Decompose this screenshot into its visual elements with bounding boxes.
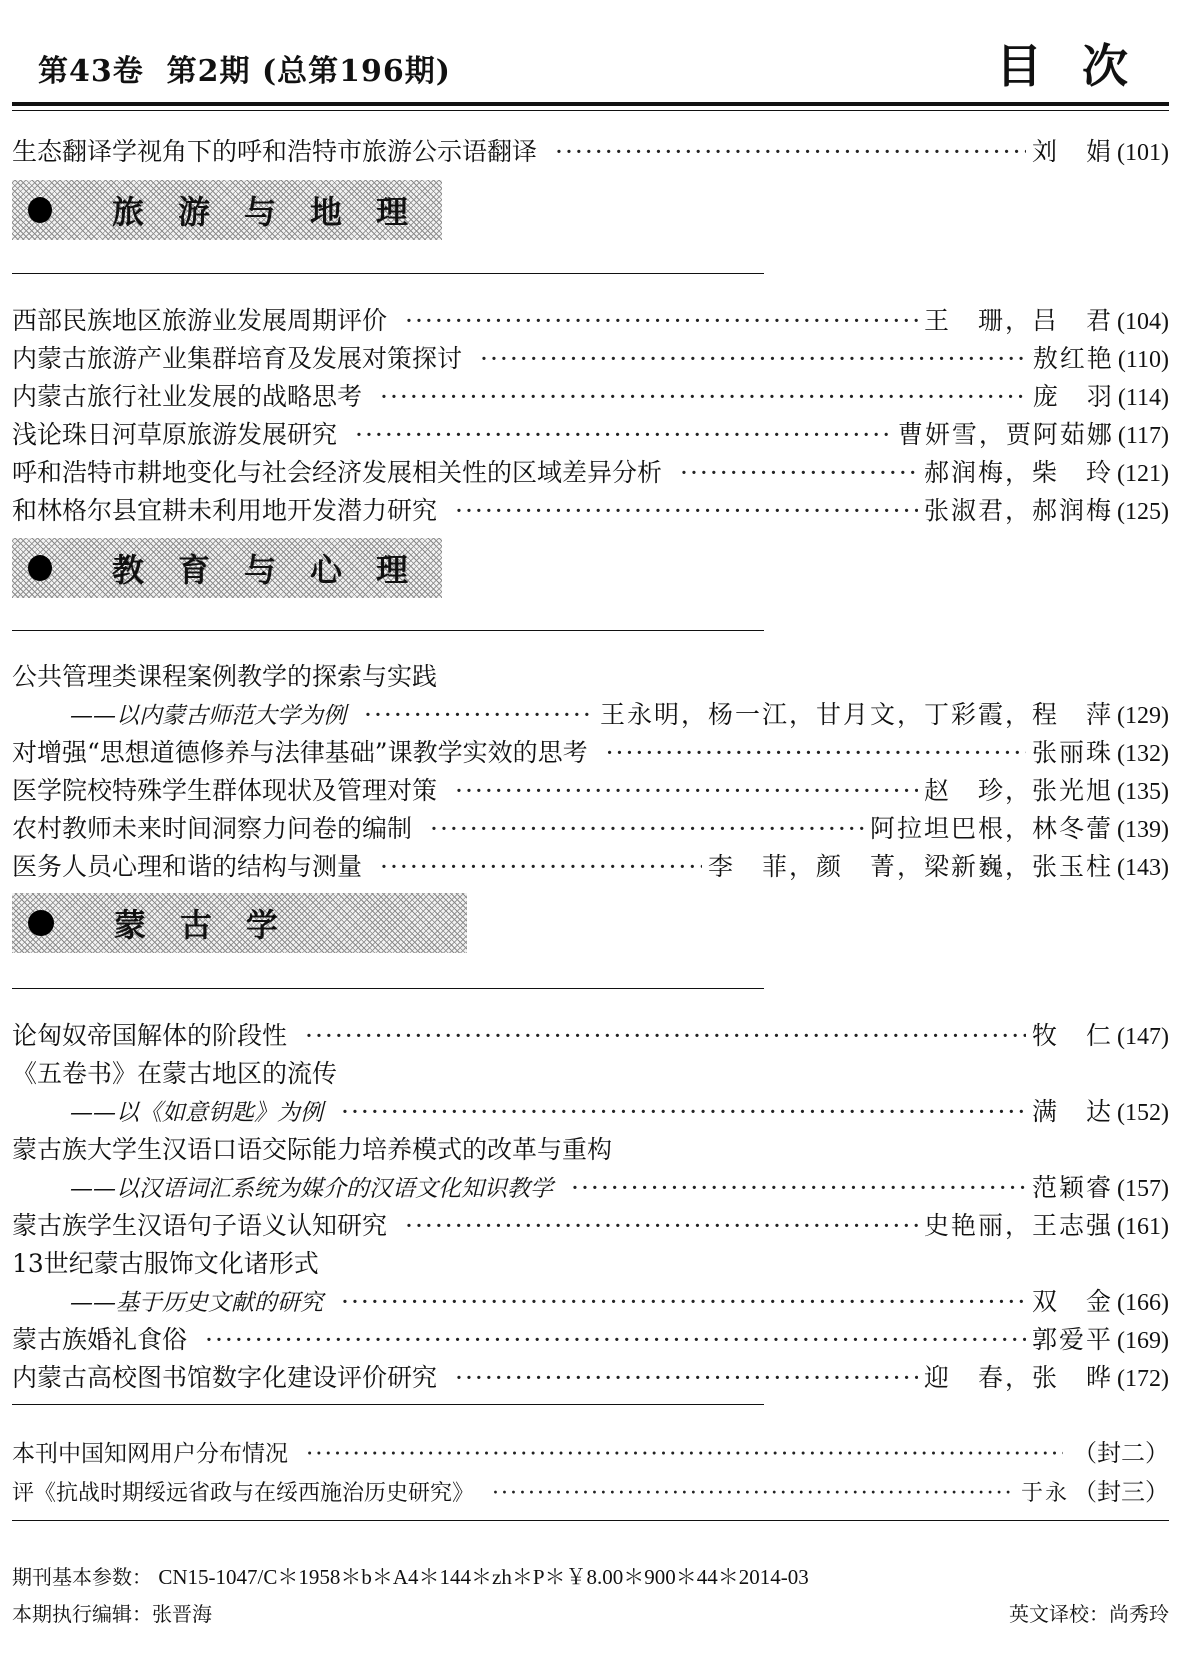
section-rule xyxy=(12,988,764,989)
leader-dots xyxy=(555,137,1026,166)
entry-title: 本刊中国知网用户分布情况 xyxy=(12,1441,288,1467)
entry-title: 论匈奴帝国解体的阶段性 xyxy=(12,1021,288,1050)
section-rule xyxy=(12,1404,764,1405)
volume-label: 第43卷 xyxy=(38,54,144,89)
entry-page: (104) xyxy=(1117,309,1169,335)
leader-dots xyxy=(205,1325,1026,1354)
entry-page: (143) xyxy=(1117,855,1169,881)
english-proofreader: 英文译校：尚秀玲 xyxy=(1009,1602,1169,1626)
toc-entry[interactable] xyxy=(12,733,1169,767)
leader-dots xyxy=(380,852,702,881)
entry-subtitle: ——以内蒙古师范大学为例 xyxy=(70,703,346,729)
entry-title: 内蒙古旅游产业集群培育及发展对策探讨 xyxy=(12,344,463,373)
leader-dots xyxy=(480,344,1027,373)
entry-title: 呼和浩特市耕地变化与社会经济发展相关性的区域差异分析 xyxy=(12,458,663,487)
toc-entry-subtitle[interactable] xyxy=(12,1092,1169,1126)
entry-author: 阿拉坦巴根，林冬蕾 xyxy=(870,814,1114,843)
entry-title: 和林格尔县宜耕未利用地开发潜力研究 xyxy=(12,496,438,525)
entry-page: (161) xyxy=(1117,1214,1169,1240)
entry-page: (139) xyxy=(1117,817,1169,843)
toc-entry[interactable] xyxy=(12,339,1169,373)
entry-page: (125) xyxy=(1117,499,1169,525)
entry-author: 庞 羽 xyxy=(1032,382,1114,411)
bullet-icon xyxy=(28,910,54,936)
toc-entry-subtitle[interactable] xyxy=(12,695,1169,729)
entry-page: (147) xyxy=(1117,1024,1169,1050)
entry-author: 王永明，杨一江，甘月文，丁彩霞，程 萍 xyxy=(600,700,1114,729)
entry-author: 张淑君，郝润梅 xyxy=(924,496,1114,525)
executive-editor: 本期执行编辑：张晋海 xyxy=(12,1602,212,1626)
entry-title: 蒙古族大学生汉语口语交际能力培养模式的改革与重构 xyxy=(12,1135,613,1164)
entry-author: 牧 仁 xyxy=(1032,1021,1114,1050)
toc-entry-subtitle[interactable] xyxy=(12,1168,1169,1202)
entry-page: (169) xyxy=(1117,1328,1169,1354)
entry-title: 蒙古族婚礼食俗 xyxy=(12,1325,188,1354)
entry-author: 于永 xyxy=(1020,1481,1069,1506)
toc-entry[interactable] xyxy=(12,1206,1169,1240)
section-banner-mongolian-studies xyxy=(12,893,467,953)
leader-dots xyxy=(364,700,594,729)
entry-author: 曹妍雪，贾阿茹娜 xyxy=(897,420,1114,449)
entry-title: 西部民族地区旅游业发展周期评价 xyxy=(12,306,388,335)
toc-entry-extra[interactable] xyxy=(12,1433,1169,1467)
toc-heading: 目次 xyxy=(996,39,1168,93)
section-label: 蒙古学 xyxy=(114,906,313,944)
bullet-icon xyxy=(28,555,52,581)
leader-dots xyxy=(305,1021,1026,1050)
section-rule xyxy=(12,630,764,631)
entry-author: 赵 珍，张光旭 xyxy=(924,776,1114,805)
entry-title: 医学院校特殊学生群体现状及管理对策 xyxy=(12,776,438,805)
entry-page: (172) xyxy=(1117,1366,1169,1392)
entry-author: 范颖睿 xyxy=(1032,1173,1114,1202)
entry-title: 公共管理类课程案例教学的探索与实践 xyxy=(12,662,438,691)
toc-entry[interactable] xyxy=(12,809,1169,843)
entry-author: 双 金 xyxy=(1032,1287,1114,1316)
toc-entry[interactable] xyxy=(12,1016,1169,1050)
entry-page: (114) xyxy=(1117,385,1169,411)
entry-title: 评《抗战时期绥远省政与在绥西施治历史研究》 xyxy=(12,1481,475,1506)
toc-entry[interactable] xyxy=(12,415,1169,449)
section-banner-education-psychology xyxy=(12,538,442,598)
toc-entry[interactable] xyxy=(12,132,1169,166)
header-rule-thin xyxy=(12,110,1169,111)
entry-page: (157) xyxy=(1117,1176,1169,1202)
entry-title: 内蒙古高校图书馆数字化建设评价研究 xyxy=(12,1363,438,1392)
leader-dots xyxy=(341,1097,1026,1126)
journal-issue-info xyxy=(38,46,451,90)
leader-dots xyxy=(341,1287,1026,1316)
toc-entry-extra[interactable] xyxy=(12,1472,1169,1506)
bullet-icon xyxy=(28,197,52,223)
leader-dots xyxy=(355,420,892,449)
issue-label: 第2期 xyxy=(166,54,251,89)
entry-author: 刘 娟 xyxy=(1032,137,1114,166)
entry-title: 内蒙古旅行社业发展的战略思考 xyxy=(12,382,363,411)
entry-title: 对增强“思想道德修养与法律基础”课教学实效的思考 xyxy=(12,738,588,767)
entry-author: 史艳丽，王志强 xyxy=(924,1211,1114,1240)
leader-dots xyxy=(492,1481,1015,1506)
entry-page: (129) xyxy=(1117,703,1169,729)
toc-entry[interactable] xyxy=(12,301,1169,335)
leader-dots xyxy=(405,306,918,335)
entry-subtitle: ——基于历史文献的研究 xyxy=(70,1290,323,1316)
toc-entry[interactable] xyxy=(12,453,1169,487)
section-banner-tourism-geography xyxy=(12,180,442,240)
entry-page: (132) xyxy=(1117,741,1169,767)
entry-author: 王 珊，吕 君 xyxy=(924,306,1114,335)
entry-author: 满 达 xyxy=(1032,1097,1114,1126)
entry-page: (101) xyxy=(1117,140,1169,166)
leader-dots xyxy=(455,1363,918,1392)
section-label: 旅游与地理 xyxy=(111,193,442,231)
toc-entry[interactable] xyxy=(12,1244,1169,1278)
entry-page: (135) xyxy=(1117,779,1169,805)
entry-author: 迎 春，张 晔 xyxy=(924,1363,1114,1392)
entry-title: 13世纪蒙古服饰文化诸形式 xyxy=(12,1249,319,1278)
journal-parameters xyxy=(12,1561,809,1591)
entry-subtitle: ——以汉语词汇系统为媒介的汉语文化知识教学 xyxy=(70,1176,553,1202)
toc-entry-subtitle[interactable] xyxy=(12,1282,1169,1316)
header-rule-thick xyxy=(12,102,1169,106)
toc-entry[interactable] xyxy=(12,847,1169,881)
entry-page: (110) xyxy=(1117,347,1169,373)
leader-dots xyxy=(680,458,918,487)
toc-entry[interactable] xyxy=(12,1358,1169,1392)
entry-page: (166) xyxy=(1117,1290,1169,1316)
entry-page: （封三） xyxy=(1073,1480,1169,1506)
entry-title: 医务人员心理和谐的结构与测量 xyxy=(12,852,363,881)
entry-author: 郝润梅，柴 玲 xyxy=(924,458,1114,487)
entry-title: 浅论珠日河草原旅游发展研究 xyxy=(12,420,338,449)
entry-title: 《五卷书》在蒙古地区的流传 xyxy=(12,1059,338,1088)
leader-dots xyxy=(405,1211,918,1240)
toc-entry[interactable] xyxy=(12,1320,1169,1354)
entry-page: （封二） xyxy=(1073,1441,1169,1467)
leader-dots xyxy=(606,738,1026,767)
entry-page: (152) xyxy=(1117,1100,1169,1126)
entry-author: 李 菲，颜 菁，梁新巍，张玉柱 xyxy=(708,852,1114,881)
total-issue-label: (总第196期) xyxy=(261,54,451,89)
entry-subtitle: ——以《如意钥匙》为例 xyxy=(70,1100,323,1126)
entry-page: (121) xyxy=(1117,461,1169,487)
params-label: 期刊基本参数： xyxy=(12,1565,152,1589)
leader-dots xyxy=(571,1173,1026,1202)
entry-page: (117) xyxy=(1117,423,1169,449)
toc-entry[interactable] xyxy=(12,1130,1169,1164)
toc-entry[interactable] xyxy=(12,657,1169,691)
leader-dots xyxy=(455,776,918,805)
toc-entry[interactable] xyxy=(12,1054,1169,1088)
entry-author: 郭爱平 xyxy=(1032,1325,1114,1354)
toc-entry[interactable] xyxy=(12,491,1169,525)
toc-entry[interactable] xyxy=(12,377,1169,411)
leader-dots xyxy=(306,1441,1063,1467)
toc-entry[interactable] xyxy=(12,771,1169,805)
footer-rule xyxy=(12,1520,1169,1521)
params-value: CN15-1047/C＊1958＊b＊A4＊144＊zh＊P＊￥8.00＊900＊44＊2014-03 xyxy=(158,1565,809,1589)
leader-dots xyxy=(430,814,864,843)
section-rule xyxy=(12,273,764,274)
leader-dots xyxy=(380,382,1027,411)
entry-title: 生态翻译学视角下的呼和浩特市旅游公示语翻译 xyxy=(12,137,538,166)
section-label: 教育与心理 xyxy=(111,551,442,589)
entry-title: 蒙古族学生汉语句子语义认知研究 xyxy=(12,1211,388,1240)
entry-title: 农村教师未来时间洞察力问卷的编制 xyxy=(12,814,413,843)
leader-dots xyxy=(455,496,918,525)
entry-author: 张丽珠 xyxy=(1032,738,1114,767)
entry-author: 敖红艳 xyxy=(1032,344,1114,373)
